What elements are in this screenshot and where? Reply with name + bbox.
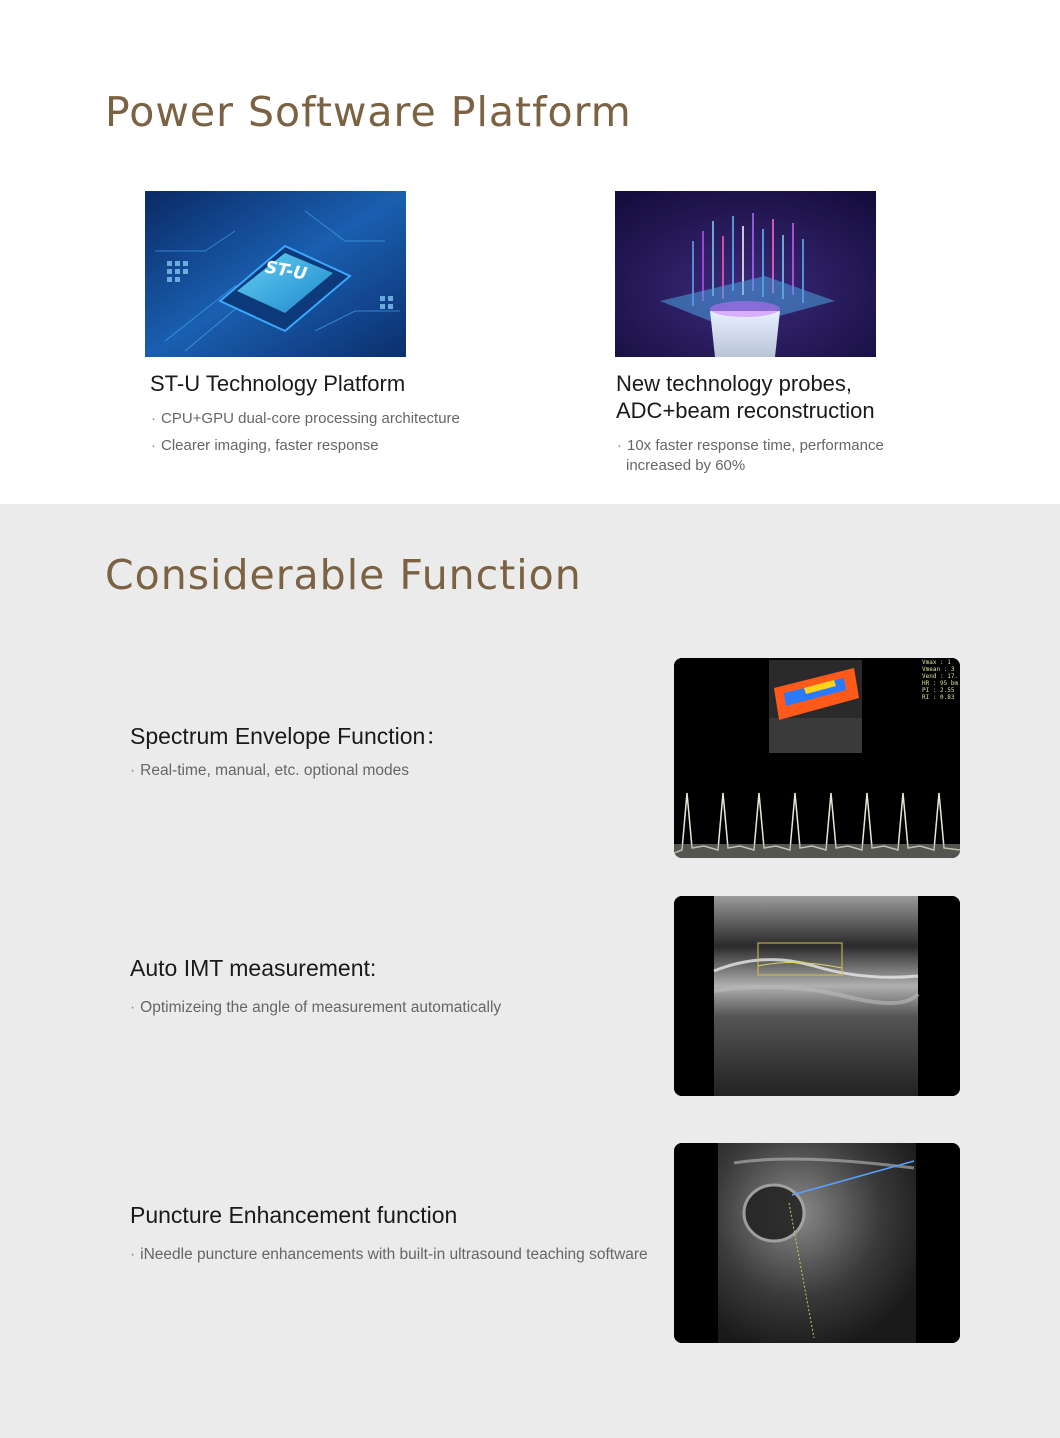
card-bullet: · CPU+GPU dual-core processing architecture bbox=[151, 410, 460, 427]
card-bullet: increased by 60% bbox=[626, 457, 746, 474]
chip-label: ST-U bbox=[263, 257, 309, 285]
functions-heading: Considerable Function bbox=[105, 551, 582, 599]
spectrum-envelope-image bbox=[674, 658, 960, 858]
function-desc: · Real-time, manual, etc. optional modes bbox=[130, 762, 409, 779]
card-title-stu: ST-U Technology Platform bbox=[150, 371, 406, 396]
svg-text:RI : 0.83: RI : 0.83 bbox=[922, 694, 955, 701]
svg-text:Vmax : 1: Vmax : 1 bbox=[922, 659, 951, 666]
card-bullet: · 10x faster response time, performance bbox=[617, 437, 884, 454]
probe-image bbox=[615, 191, 876, 357]
function-title-imt: Auto IMT measurement: bbox=[130, 955, 377, 981]
svg-text:Vmean : 3: Vmean : 3 bbox=[922, 666, 955, 673]
function-desc: · iNeedle puncture enhancements with built-in ultrasound teaching software bbox=[130, 1246, 648, 1263]
function-desc: · Optimizeing the angle of measurement automatically bbox=[130, 999, 502, 1016]
svg-text:PI : 2.55: PI : 2.55 bbox=[922, 687, 955, 694]
function-title-spectrum: Spectrum Envelope Function： bbox=[130, 723, 449, 749]
card-title-probes: New technology probes, ADC+beam reconstruction bbox=[616, 371, 875, 423]
svg-text:Vend : 17.: Vend : 17. bbox=[922, 673, 959, 680]
card-bullet: · Clearer imaging, faster response bbox=[151, 437, 379, 454]
svg-text:HR : 95 bm: HR : 95 bm bbox=[922, 680, 959, 687]
platform-heading: Power Software Platform bbox=[105, 88, 632, 136]
puncture-enhancement-image bbox=[674, 1143, 960, 1343]
imt-measurement-image bbox=[674, 896, 960, 1096]
function-title-puncture: Puncture Enhancement function bbox=[130, 1202, 458, 1228]
chip-image bbox=[145, 191, 406, 357]
